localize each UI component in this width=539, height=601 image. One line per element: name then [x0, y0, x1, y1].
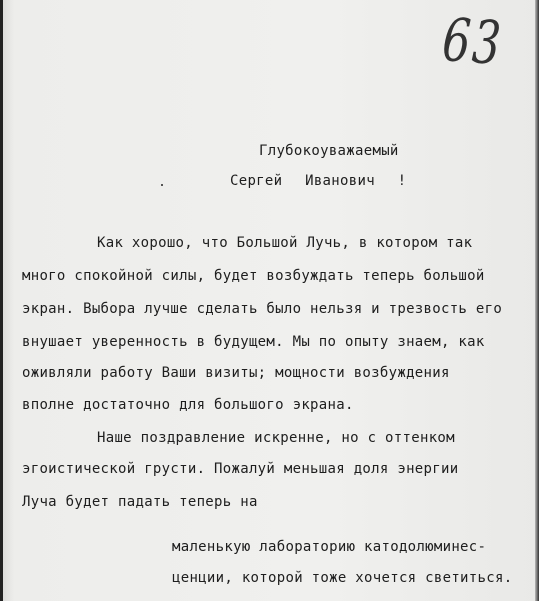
ink-dot	[161, 184, 163, 186]
paragraph-2-line-2: эгоистической грусти. Пожалуй меньшая доля энергии	[22, 461, 459, 477]
salutation: Глубокоуважаемый	[259, 143, 399, 159]
paragraph-3-line-1: маленькую лабораторию катодолюминес-	[172, 539, 487, 555]
paragraph-1-line-3: экран. Выбора лучше сделать было нельзя и трезвость его	[22, 301, 503, 317]
paragraph-1-line-5: оживляли работу Ваши визиты; мощности возбуждения	[22, 365, 450, 381]
scan-edge-right	[535, 0, 539, 601]
handwritten-page-number: 63	[440, 6, 505, 79]
paragraph-3-line-2: ценции, которой тоже хочется светиться.	[172, 570, 513, 586]
paragraph-1-line-6: вполне достаточно для большого экрана.	[22, 397, 354, 413]
paragraph-2-line-1: Наше поздравление искренне, но с оттенком	[97, 430, 455, 446]
paragraph-1-line-2: много спокойной силы, будет возбуждать теперь большой	[22, 268, 485, 284]
paragraph-1-line-1: Как хорошо, что Большой Лучь, в котором так	[97, 235, 473, 251]
addressee: Сергей Иванович !	[230, 173, 407, 189]
scan-edge-left	[0, 0, 3, 601]
paragraph-1-line-4: внушает уверенность в будущем. Мы по опыту знаем, как	[22, 334, 485, 350]
paragraph-2-line-3: Луча будет падать теперь на	[22, 494, 258, 510]
